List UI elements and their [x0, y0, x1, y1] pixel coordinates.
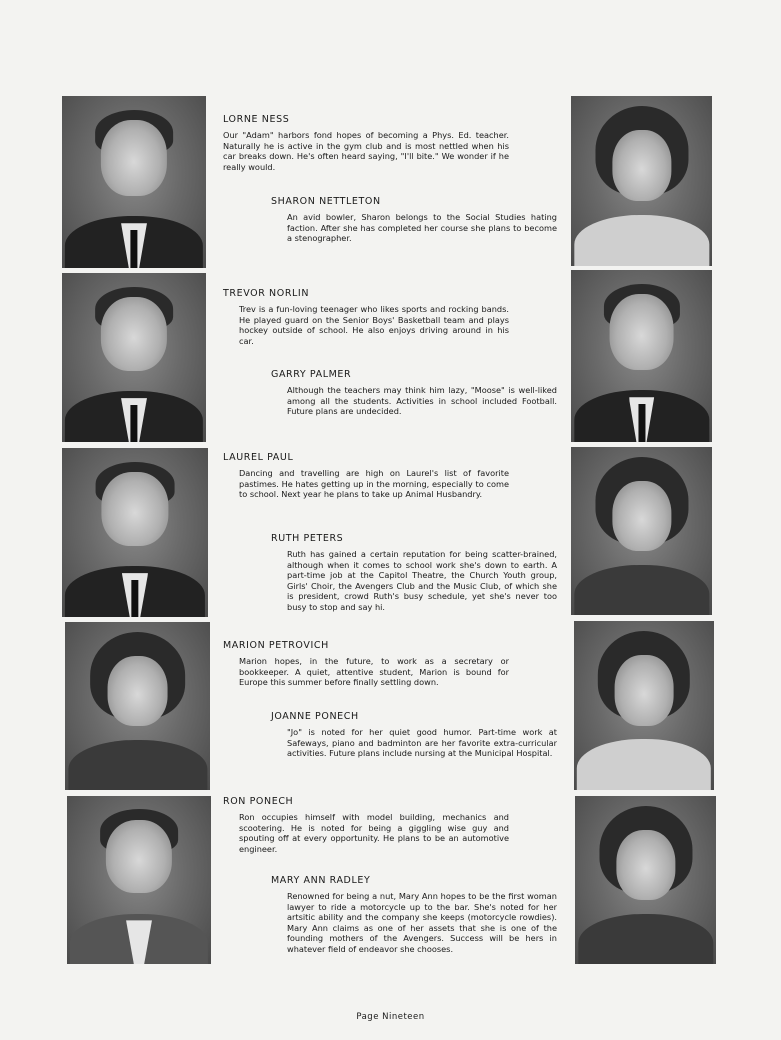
entry-sharon-nettleton — [271, 196, 557, 244]
photo-marion-petrovich — [65, 622, 210, 790]
entry-text: Renowned for being a nut, Mary Ann hopes to be the first woman lawyer to ride a motorcycle up to the bar. She's noted for her artsitic ability and the company she keeps (motorcycle rowdies). Mary Ann claims as one of her assets that she is one of the founding mothers of the Avengers. Success will be hers in whatever field of endeavor she chooses. — [287, 891, 557, 954]
page-number: Page Nineteen — [356, 1012, 425, 1022]
entry-lorne-ness — [223, 114, 509, 172]
entry-marion-petrovich — [223, 640, 509, 688]
entry-text: Dancing and travelling are high on Laurel's list of favorite pastimes. He hates getting up in the morning, especially to come to school. Next year he plans to take up Animal Husbandry. — [239, 468, 509, 500]
entry-joanne-ponech — [271, 711, 557, 759]
entry-text: "Jo" is noted for her quiet good humor. Part-time work at Safeways, piano and badminton are her favorite extra-curricular activities. Future plans include nursing at the Municipal Hospital. — [287, 727, 557, 759]
photo-lorne-ness — [62, 96, 206, 268]
entry-text: Our "Adam" harbors fond hopes of becoming a Phys. Ed. teacher. Naturally he is active in the gym club and is most nettled when his car breaks down. He's often heard saying, "I'll bite." We wonder if he really would. — [223, 130, 509, 172]
photo-joanne-ponech — [574, 621, 714, 790]
entry-name: RON PONECH — [223, 796, 294, 807]
photo-laurel-paul — [62, 448, 208, 617]
entry-name: TREVOR NORLIN — [223, 288, 310, 299]
photo-mary-ann-radley — [575, 796, 716, 964]
entry-name: MARION PETROVICH — [223, 640, 329, 651]
entry-ron-ponech — [223, 796, 509, 854]
photo-garry-palmer — [571, 270, 712, 442]
entry-text: Although the teachers may think him lazy, "Moose" is well-liked among all the students. Activities in school included Football. Future plans are undecided. — [287, 385, 557, 417]
photo-ruth-peters — [571, 447, 712, 615]
entry-text: Marion hopes, in the future, to work as a secretary or bookkeeper. A quiet, attentive student, Marion is bound for Europe this summer before finally settling down. — [239, 656, 509, 688]
entry-name: GARRY PALMER — [271, 369, 352, 380]
entry-garry-palmer — [271, 369, 557, 417]
entry-laurel-paul — [223, 452, 509, 500]
entry-text: An avid bowler, Sharon belongs to the Social Studies hating faction. After she has completed her course she plans to become a stenographer. — [287, 212, 557, 244]
entry-trevor-norlin — [223, 288, 509, 346]
entry-name: RUTH PETERS — [271, 533, 344, 544]
photo-sharon-nettleton — [571, 96, 712, 266]
entry-text: Ron occupies himself with model building, mechanics and scootering. He is noted for being a giggling wise guy and spouting off at every opportunity. He plans to be an automotive engineer. — [239, 812, 509, 854]
entry-name: MARY ANN RADLEY — [271, 875, 371, 886]
entry-name: LORNE NESS — [223, 114, 290, 125]
entry-text: Trev is a fun-loving teenager who likes sports and rocking bands. He played guard on the Senior Boys' Basketball team and plays hockey outside of school. He also enjoys driving around in his car. — [239, 304, 509, 346]
photo-ron-ponech — [67, 796, 211, 964]
entry-name: SHARON NETTLETON — [271, 196, 381, 207]
entry-text: Ruth has gained a certain reputation for being scatter-brained, although when it comes to school work she's down to earth. A part-time job at the Capitol Theatre, the Church Youth group, Girls' Choir, the Avengers Club and the Music Club, of which she is president, crowd Ruth's busy schedule, yet she's never too busy to stop and say hi. — [287, 549, 557, 612]
entry-ruth-peters — [271, 533, 557, 613]
photo-trevor-norlin — [62, 273, 206, 442]
entry-name: LAUREL PAUL — [223, 452, 294, 463]
entry-mary-ann-radley — [271, 875, 557, 955]
entry-name: JOANNE PONECH — [271, 711, 359, 722]
